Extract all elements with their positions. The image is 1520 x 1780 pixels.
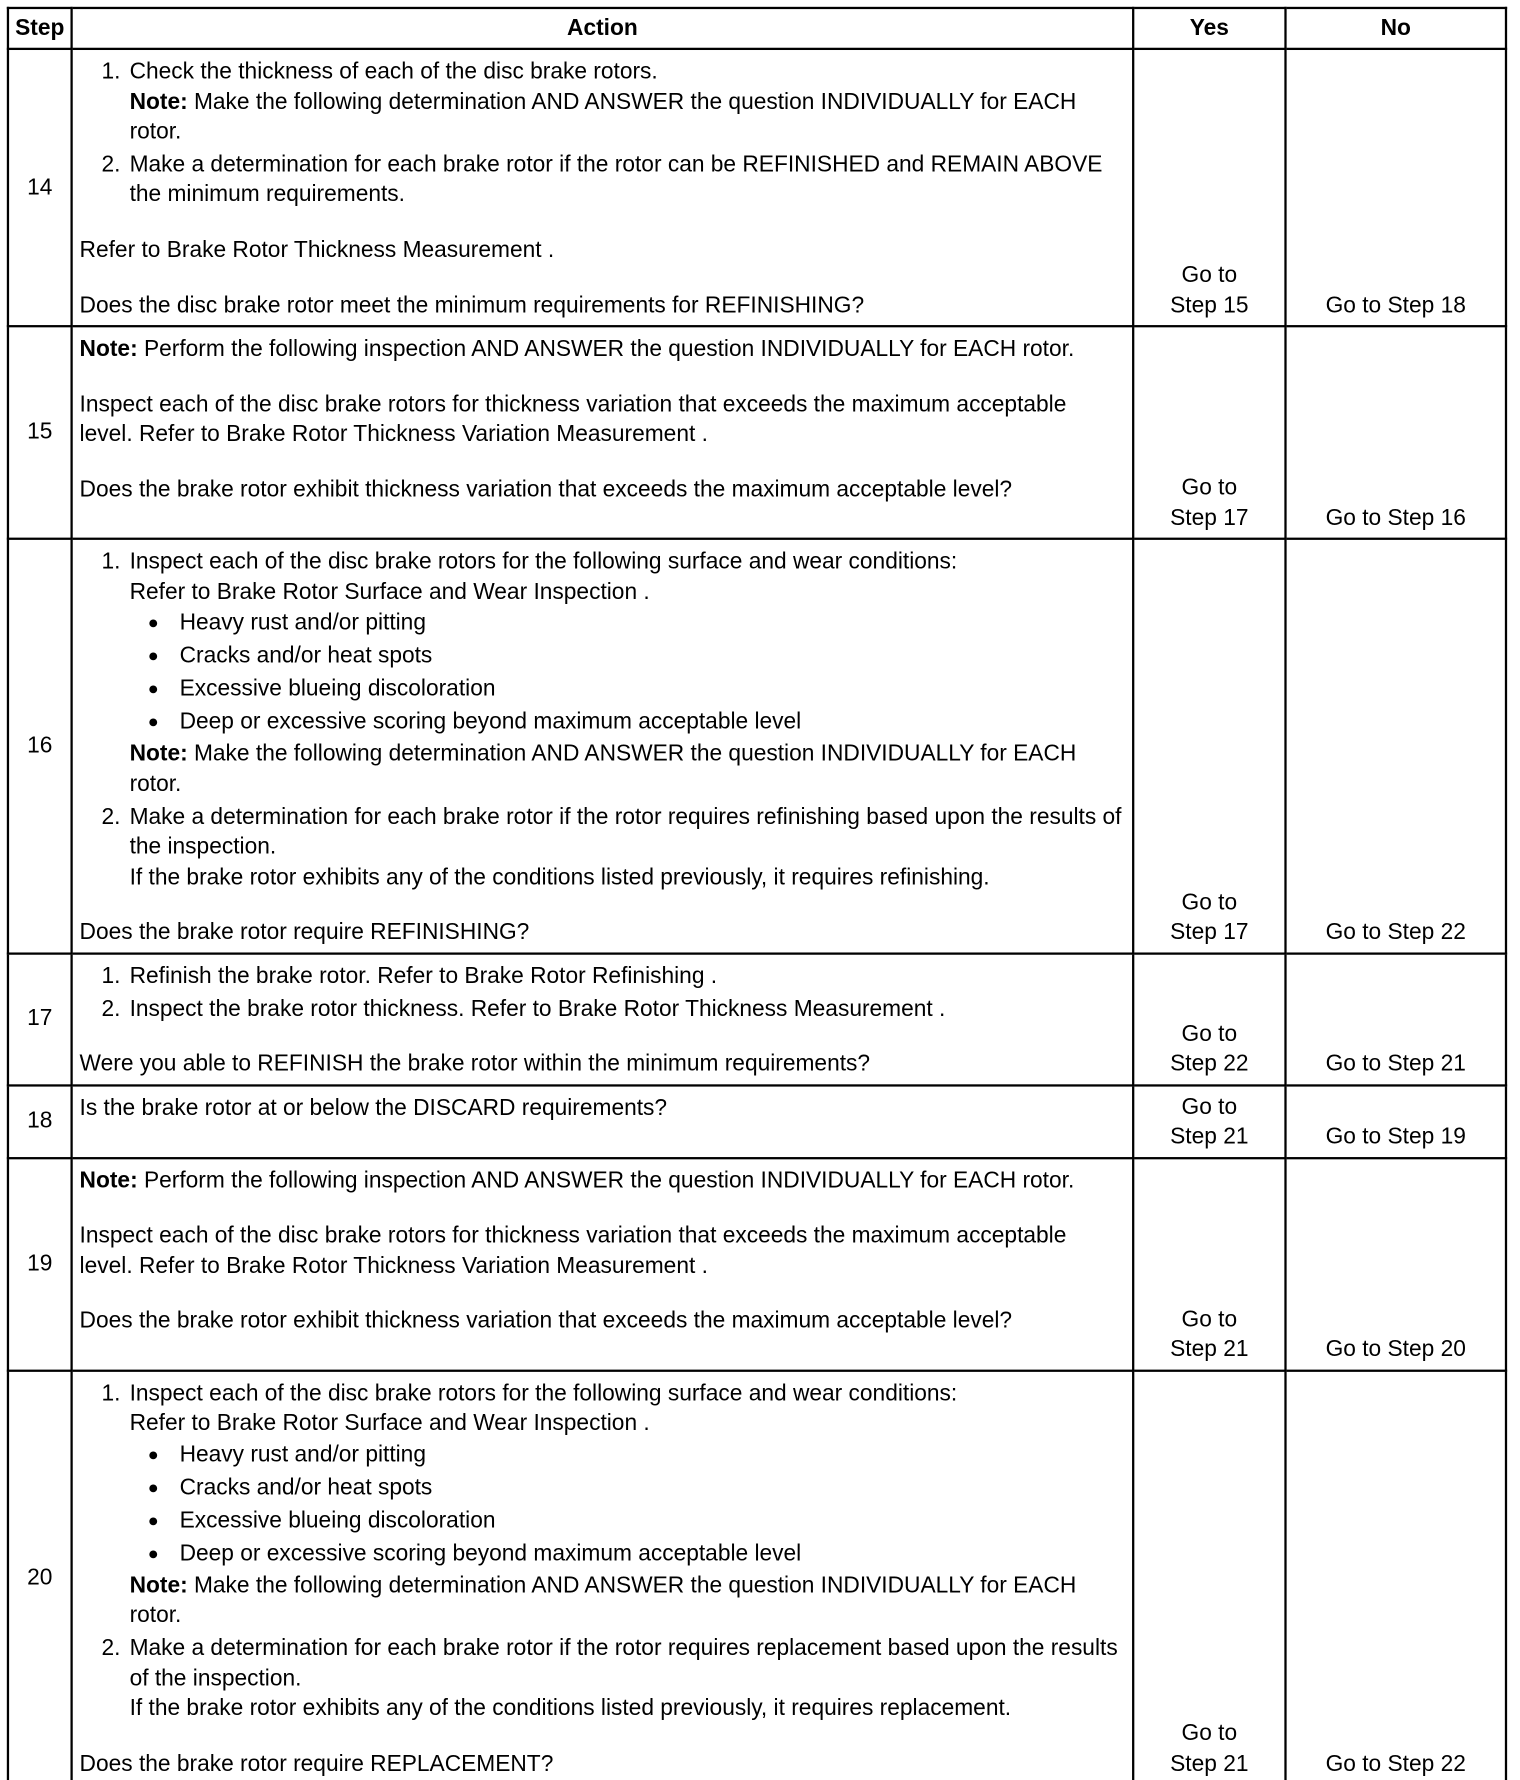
action-cell bbox=[72, 49, 1134, 327]
refer-text: Refer to Brake Rotor Thickness Measurement . bbox=[79, 237, 555, 263]
item-text: Inspect each of the disc brake rotors for the following surface and wear conditions: bbox=[129, 549, 958, 575]
no-link[interactable]: Go to Step 22 bbox=[1325, 1751, 1466, 1777]
yes-cell bbox=[1133, 1370, 1285, 1780]
note bbox=[80, 87, 1123, 147]
table-row bbox=[8, 539, 1506, 954]
note-text: Make the following determination AND ANSWER the question INDIVIDUALLY for EACH rotor. bbox=[129, 89, 1077, 145]
bullet-item: ● Heavy rust and/or pitting bbox=[80, 1439, 1123, 1472]
bullet-item: ● Cracks and/or heat spots bbox=[80, 640, 1123, 673]
no-cell bbox=[1285, 954, 1506, 1086]
no-link[interactable]: Go to Step 22 bbox=[1325, 919, 1466, 945]
question-text: Is the brake rotor at or below the DISCARD requirements? bbox=[79, 1095, 668, 1121]
question-text: Were you able to REFINISH the brake rotor within the minimum requirements? bbox=[79, 1051, 871, 1077]
table-row bbox=[8, 1085, 1506, 1158]
bullet-icon: ● bbox=[147, 1478, 159, 1498]
action-cell bbox=[72, 326, 1134, 539]
item-text: Make a determination for each brake rotor if the rotor can be REFINISHED and REMAIN ABOVE the minimum requirements. bbox=[129, 152, 1103, 208]
no-cell bbox=[1285, 49, 1506, 327]
question-text: Does the disc brake rotor meet the minimum requirements for REFINISHING? bbox=[79, 292, 865, 318]
yes-cell bbox=[1133, 326, 1285, 539]
step-number: 18 bbox=[8, 1085, 72, 1158]
table-row bbox=[8, 326, 1506, 539]
no-link[interactable]: Go to Step 19 bbox=[1325, 1124, 1466, 1150]
note-text: Perform the following inspection AND ANSWER the question INDIVIDUALLY for EACH rotor. bbox=[137, 1168, 1075, 1194]
step-number: 19 bbox=[8, 1158, 72, 1371]
numbered-item: 1. Inspect each of the disc brake rotors for the following surface and wear conditions: bbox=[80, 1378, 1123, 1408]
no-cell bbox=[1285, 1370, 1506, 1780]
bullet-icon: ● bbox=[147, 680, 159, 700]
bullet-item: ● Deep or excessive scoring beyond maximum acceptable level bbox=[80, 1538, 1123, 1571]
numbered-item: 1. Check the thickness of each of the disc brake rotors. bbox=[80, 57, 1123, 87]
step-number: 16 bbox=[8, 539, 72, 954]
yes-link[interactable]: Go to Step 21 bbox=[1170, 1306, 1249, 1362]
bullet-icon: ● bbox=[147, 1445, 159, 1465]
refer-text: Refer to Brake Rotor Surface and Wear Inspection . bbox=[129, 1410, 650, 1436]
step-number: 17 bbox=[8, 954, 72, 1086]
item-extra-text: If the brake rotor exhibits any of the conditions listed previously, it requires replacement. bbox=[129, 1696, 1012, 1722]
bullet-icon: ● bbox=[147, 1544, 159, 1564]
bullet-icon: ● bbox=[147, 614, 159, 634]
header-row bbox=[8, 8, 1506, 49]
item-text: Make a determination for each brake rotor if the rotor requires replacement based upon the results of the inspection. bbox=[129, 1635, 1118, 1691]
numbered-item: 1. Refinish the brake rotor. Refer to Brake Rotor Refinishing . bbox=[80, 961, 1123, 991]
bullet-item: ● Heavy rust and/or pitting bbox=[80, 607, 1123, 640]
numbered-item: 2. Make a determination for each brake rotor if the rotor requires refinishing based upon the results of the inspection. bbox=[80, 802, 1123, 862]
header-step: Step bbox=[8, 8, 72, 49]
no-link[interactable]: Go to Step 21 bbox=[1325, 1051, 1466, 1077]
step-number: 14 bbox=[8, 49, 72, 327]
action-cell bbox=[72, 1085, 1134, 1158]
action-cell bbox=[72, 1158, 1134, 1371]
yes-cell bbox=[1133, 1158, 1285, 1371]
no-cell bbox=[1285, 1158, 1506, 1371]
yes-cell bbox=[1133, 1085, 1285, 1158]
item-text: Inspect the brake rotor thickness. Refer to Brake Rotor Thickness Measurement . bbox=[129, 996, 946, 1022]
note-label: Note: bbox=[79, 336, 138, 362]
body-text: Inspect each of the disc brake rotors for thickness variation that exceeds the maximum acceptable level. Refer to Brake Rotor Thickness Variation Measurement . bbox=[79, 1223, 1067, 1279]
numbered-item: 2. Make a determination for each brake rotor if the rotor requires replacement based upon the results of the inspection. bbox=[80, 1633, 1123, 1693]
step-number: 15 bbox=[8, 326, 72, 539]
table-row bbox=[8, 954, 1506, 1086]
note bbox=[80, 739, 1123, 799]
question-text: Does the brake rotor require REFINISHING? bbox=[79, 919, 530, 945]
question-text: Does the brake rotor exhibit thickness variation that exceeds the maximum acceptable level? bbox=[79, 1308, 1013, 1334]
bullet-icon: ● bbox=[147, 647, 159, 667]
action-cell bbox=[72, 1370, 1134, 1780]
item-text: Refinish the brake rotor. Refer to Brake Rotor Refinishing . bbox=[129, 963, 718, 989]
action-cell bbox=[72, 539, 1134, 954]
item-text: Check the thickness of each of the disc brake rotors. bbox=[129, 59, 658, 85]
no-link[interactable]: Go to Step 18 bbox=[1325, 292, 1466, 318]
bullet-item: ● Excessive blueing discoloration bbox=[80, 673, 1123, 706]
table-row bbox=[8, 1158, 1506, 1371]
note bbox=[80, 1571, 1123, 1631]
no-cell bbox=[1285, 326, 1506, 539]
item-extra-text: If the brake rotor exhibits any of the conditions listed previously, it requires refinishing. bbox=[129, 864, 990, 890]
note-text: Make the following determination AND ANSWER the question INDIVIDUALLY for EACH rotor. bbox=[129, 741, 1077, 797]
yes-link[interactable]: Go to Step 15 bbox=[1170, 262, 1249, 318]
no-cell bbox=[1285, 539, 1506, 954]
note-label: Note: bbox=[129, 1572, 188, 1598]
no-link[interactable]: Go to Step 16 bbox=[1325, 505, 1466, 531]
bullet-item: ● Deep or excessive scoring beyond maximum acceptable level bbox=[80, 706, 1123, 739]
bullet-item: ● Cracks and/or heat spots bbox=[80, 1472, 1123, 1505]
step-number: 20 bbox=[8, 1370, 72, 1780]
yes-link[interactable]: Go to Step 17 bbox=[1170, 475, 1249, 531]
yes-link[interactable]: Go to Step 21 bbox=[1170, 1093, 1249, 1150]
item-text: Make a determination for each brake rotor if the rotor requires refinishing based upon the results of the inspection. bbox=[129, 804, 1122, 860]
note bbox=[80, 1166, 1123, 1196]
body-text: Inspect each of the disc brake rotors for thickness variation that exceeds the maximum acceptable level. Refer to Brake Rotor Thickness Variation Measurement . bbox=[79, 391, 1067, 448]
header-action: Action bbox=[72, 8, 1134, 49]
question-text: Does the brake rotor exhibit thickness variation that exceeds the maximum acceptable level? bbox=[79, 477, 1013, 503]
note-label: Note: bbox=[79, 1168, 138, 1194]
note bbox=[80, 334, 1123, 364]
yes-link[interactable]: Go to Step 17 bbox=[1170, 889, 1249, 945]
no-cell bbox=[1285, 1085, 1506, 1158]
numbered-item: 2. Make a determination for each brake rotor if the rotor can be REFINISHED and REMAIN ABOVE the minimum requirements. bbox=[80, 150, 1123, 210]
note-label: Note: bbox=[129, 741, 188, 767]
yes-cell bbox=[1133, 539, 1285, 954]
table-row bbox=[8, 49, 1506, 327]
yes-cell bbox=[1133, 954, 1285, 1086]
item-text: Inspect each of the disc brake rotors for the following surface and wear conditions: bbox=[129, 1380, 958, 1406]
bullet-icon: ● bbox=[147, 1511, 159, 1531]
action-cell bbox=[72, 954, 1134, 1086]
yes-cell bbox=[1133, 49, 1285, 327]
yes-link[interactable]: Go to Step 22 bbox=[1170, 1021, 1249, 1077]
numbered-item: 2. Inspect the brake rotor thickness. Refer to Brake Rotor Thickness Measurement . bbox=[80, 994, 1123, 1024]
note-text: Perform the following inspection AND ANSWER the question INDIVIDUALLY for EACH rotor. bbox=[137, 336, 1075, 362]
bullet-icon: ● bbox=[147, 713, 159, 733]
no-link[interactable]: Go to Step 20 bbox=[1325, 1336, 1466, 1362]
header-no: No bbox=[1285, 8, 1506, 49]
bullet-item: ● Excessive blueing discoloration bbox=[80, 1505, 1123, 1538]
diagnostic-table bbox=[7, 7, 1507, 1780]
numbered-item: 1. Inspect each of the disc brake rotors for the following surface and wear conditions: bbox=[80, 547, 1123, 577]
yes-link[interactable]: Go to Step 21 bbox=[1170, 1721, 1249, 1777]
note-text: Make the following determination AND ANSWER the question INDIVIDUALLY for EACH rotor. bbox=[129, 1572, 1077, 1629]
refer-text: Refer to Brake Rotor Surface and Wear Inspection . bbox=[129, 579, 650, 605]
header-yes: Yes bbox=[1133, 8, 1285, 49]
note-label: Note: bbox=[129, 89, 188, 115]
question-text: Does the brake rotor require REPLACEMENT? bbox=[79, 1751, 554, 1777]
table-row bbox=[8, 1370, 1506, 1780]
